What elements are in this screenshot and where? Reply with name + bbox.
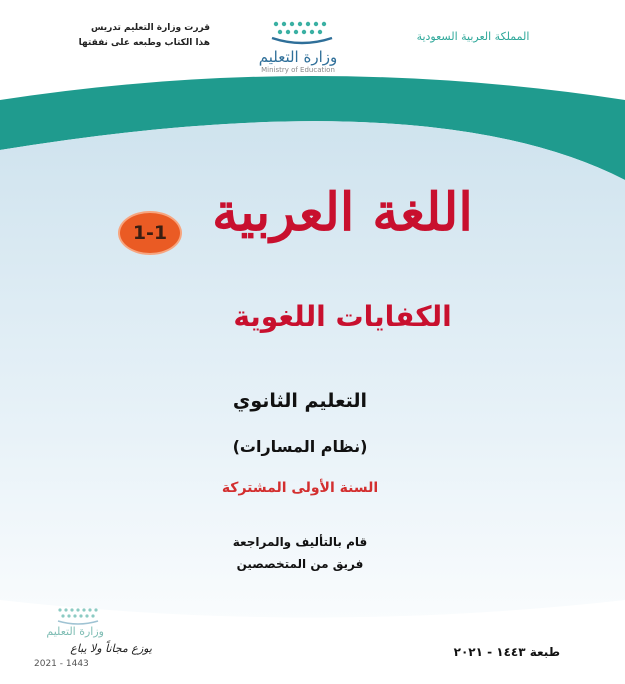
book-subtitle: الكفايات اللغوية [233, 300, 452, 333]
education-stage: التعليم الثانوي [232, 390, 368, 412]
ministry-logo-icon [262, 14, 342, 48]
edition-label: طبعة ١٤٤٣ - ٢٠٢١ [453, 645, 560, 659]
notice-block [20, 21, 210, 51]
notice-line-2: هذا الكتاب وطبعه على نفقتها [78, 38, 210, 48]
year-level: السنة الأولى المشتركة [221, 480, 379, 496]
credit-line-2: فريق من المتخصصين [236, 557, 364, 571]
volume-badge [120, 213, 180, 253]
track-system: (نظام المسارات) [232, 437, 368, 456]
footer-ministry-name: وزارة التعليم [46, 625, 104, 638]
ministry-name-en: Ministry of Education [261, 66, 335, 74]
ministry-name-ar: وزارة التعليم [258, 48, 338, 66]
volume-number: 1-1 [132, 222, 168, 244]
footer-year-range: 2021 - 1443 [34, 659, 89, 669]
book-title: اللغة العربية [212, 182, 473, 243]
notice-line-1: قررت وزارة التعليم تدريس [91, 23, 210, 33]
kingdom-label: المملكة العربية السعودية [416, 30, 530, 43]
free-distribution-tagline: يوزع مجاناً ولا يباع [70, 642, 152, 655]
credit-line-1: قام بالتأليف والمراجعة [232, 535, 368, 549]
footer-ministry-logo-icon [52, 603, 104, 627]
